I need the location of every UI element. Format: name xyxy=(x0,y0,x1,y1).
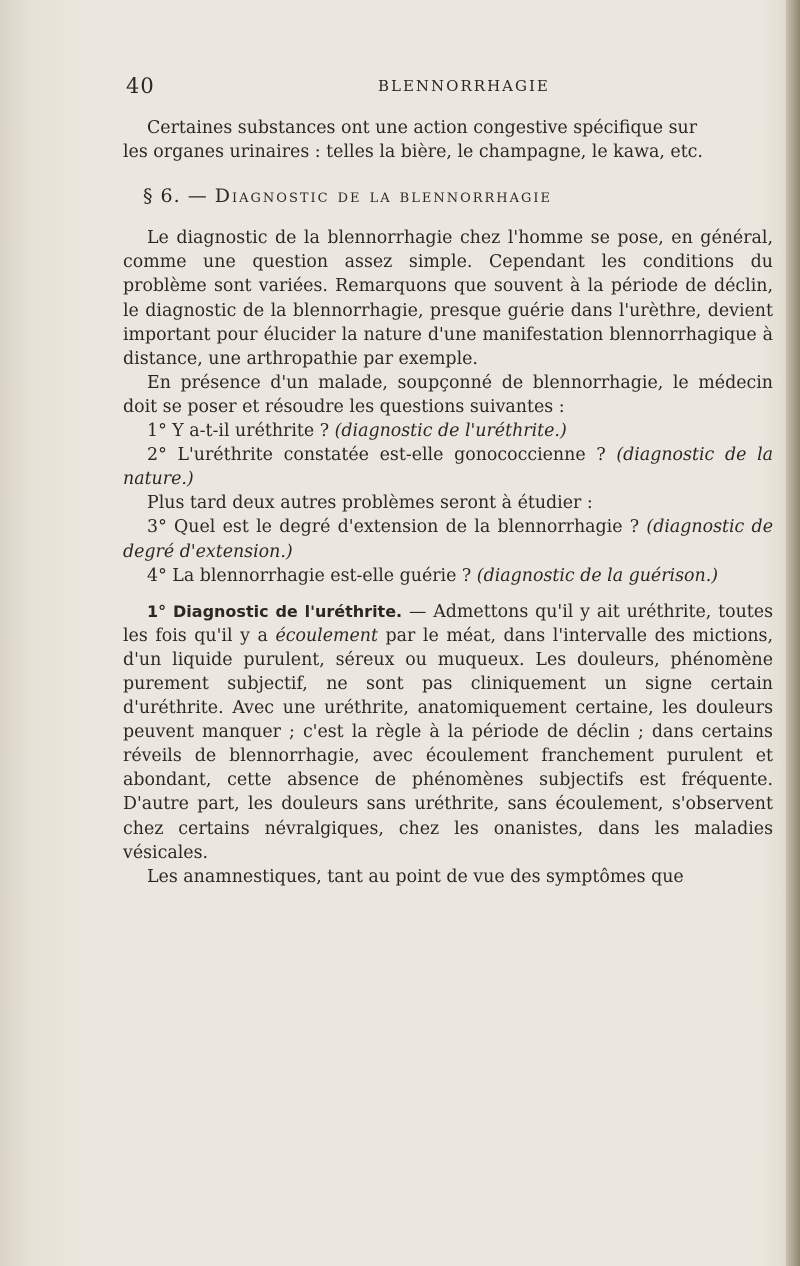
section-title: Diagnostic de la blennorrhagie xyxy=(214,185,553,208)
paragraph-5: Les anamnestiques, tant au point de vue des symptômes que xyxy=(147,866,684,887)
question-1 xyxy=(123,419,773,443)
question-3-note: (diagnostic de degré d'extension.) xyxy=(123,517,773,562)
question-4-text: 4° La blennorrhagie est-elle guérie ? xyxy=(147,565,472,586)
intro-line-1: Certaines substances ont une action congestive spécifique sur xyxy=(147,118,698,138)
question-2-text: 2° L'uréthrite constatée est-elle gonococcienne ? xyxy=(147,445,606,466)
question-2 xyxy=(123,443,773,491)
question-1-note: (diagnostic de l'uréthrite.) xyxy=(334,421,567,442)
question-4 xyxy=(123,564,773,588)
paragraph-2: En présence d'un malade, soupçonné de blennorrhagie, le médecin doit se poser et résoudre les questions suivantes : xyxy=(123,372,773,417)
paragraph-4-part-a: — Admettons qu'il y ait uréthrite, toutes les fois qu'il y a xyxy=(123,601,773,646)
page-edge-shadow xyxy=(786,0,800,1266)
intro-line-2: les organes urinaires : telles la bière, le champagne, le kawa, etc. xyxy=(123,142,703,163)
spacer xyxy=(123,588,773,600)
paragraph-1: Le diagnostic de la blennorrhagie chez l'homme se pose, en général, comme une question assez simple. Cependant les conditions du problème sont variées. Remarquons que souvent à la période de déclin, le diagnostic de la blennorrhagie, presque guérie dans l'urèthre, devient important pour élucider la nature d'une manifestation blennorrhagique à distance, une arthropathie par exemple. xyxy=(123,228,773,369)
page-header xyxy=(0,74,800,100)
question-2-note: (diagnostic de la nature.) xyxy=(123,445,774,490)
body-text xyxy=(123,116,773,889)
question-4-note: (diagnostic de la guérison.) xyxy=(476,565,719,586)
question-1-text: 1° Y a-t-il uréthrite ? xyxy=(147,421,330,442)
paragraph-4-emphasis: écoulement xyxy=(275,625,378,646)
section-heading xyxy=(123,184,773,208)
running-title: BLENNORRHAGIE xyxy=(378,77,550,95)
paragraph-4 xyxy=(123,600,773,865)
subsection-heading: 1° Diagnostic de l'uréthrite. xyxy=(147,601,403,621)
paragraph-4-part-b: par le méat, dans l'intervalle des mictions, d'un liquide purulent, séreux ou muqueux. Les douleurs, phénomène purement subjectif, ne sont pas cliniquement un signe certain d'uréthrite. Avec une uréthrite, anatomiquement certaine, les douleurs peuvent manquer ; c'est la règle à la période de déclin ; dans certains réveils de blennorrhagie, avec écoulement franchement purulent et abondant, cette absence de phénomènes subjectifs est fréquente. D'autre part, les douleurs sans uréthrite, sans écoulement, s'observent chez certains névralgiques, chez les onanistes, dans les maladies vésicales. xyxy=(123,625,774,863)
question-3-text: 3° Quel est le degré d'extension de la blennorrhagie ? xyxy=(147,517,640,538)
section-number: § 6. — xyxy=(143,185,208,208)
paragraph-3: Plus tard deux autres problèmes seront à étudier : xyxy=(147,493,593,514)
page-number: 40 xyxy=(126,74,155,98)
question-3 xyxy=(123,515,773,563)
